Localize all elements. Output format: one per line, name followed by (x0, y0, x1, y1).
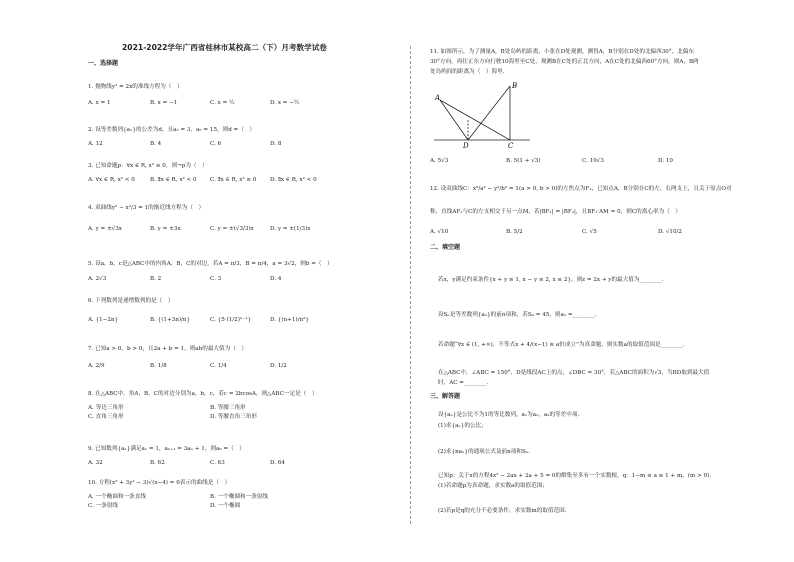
q9-option-a: A. 32 (88, 460, 103, 466)
question-3: 3. 已知命题p：∀x ∈ R, x² ≥ 0，则¬p为（ ） (88, 163, 208, 169)
fill-question-16-line1: 在△ABC中，∠ABC = 150°，D是线段AC上的点，∠DBC = 30°，若△ABC的面积为√3，当BD取到最大值 (438, 370, 710, 376)
fill-question-14: 设Sₙ是等差数列{aₙ}的前n项和，若S₉ = 45，则a₅ =________. (438, 312, 597, 318)
point-b-label: B (512, 82, 518, 90)
q4-option-c: C. y = ±(√3/3)x (210, 226, 254, 232)
q7-option-b: B. 1/8 (150, 363, 167, 369)
q12-option-b: B. 5/2 (506, 229, 523, 235)
page-title: 2021-2022学年广西省桂林市某校高二（下）月考数学试卷 (122, 43, 327, 52)
q11-option-a: A. 5√3 (430, 158, 449, 164)
question-11-line1: 11. 如图所示，为了测量A，B处岛屿的距离，小张在D处观测，测得A，B分别在D处的北偏西30°、北偏东 (430, 49, 695, 55)
section-choice-heading: 一、选择题 (88, 60, 119, 67)
fill-question-13: 若x，y满足约束条件{x + y ≥ 1, x − y ≤ 2, x ≤ 2}，则z = 2x + y的最大值为________. (438, 277, 664, 283)
q1-option-b: B. x = −1 (150, 100, 178, 106)
question-12-line1: 12. 设双曲线C：x²/a² − y²/b² = 1(a > 0, b > 0)的左焦点为F₁，已知点A，B分别在C的左、右两支上，且关于原点O对 (430, 186, 732, 192)
q1-option-a: A. x = 1 (88, 100, 111, 106)
q6-option-a: A. {1−2n} (88, 317, 119, 323)
q2-option-d: D. 8 (270, 141, 282, 147)
point-d-label: D (463, 142, 469, 150)
q5-option-a: A. 2√3 (88, 276, 107, 282)
q5-option-b: B. 2 (150, 276, 162, 282)
q2-option-a: A. 12 (88, 141, 103, 147)
q11-option-c: C. 10√3 (582, 158, 604, 164)
q11-option-d: D. 10 (658, 158, 673, 164)
q8-option-d: D. 等腰直角三角形 (210, 414, 257, 420)
q8-option-c: C. 直角三角形 (88, 414, 124, 420)
q2-option-b: B. 4 (150, 141, 162, 147)
fill-question-16-line2: 时，AC =________. (438, 380, 489, 386)
answer-question-18-part2: (2)若p是q的充分不必要条件，求实数m的取值范围. (438, 508, 567, 514)
question-8: 8. 在△ABC中，角A，B，C的对边分别为a，b，c，若c = 2bcosA，则△ABC一定是（ ） (88, 391, 318, 397)
q5-option-c: C. 3 (210, 276, 222, 282)
q1-option-c: C. x = ½ (210, 100, 235, 106)
answer-question-18-part1: (1)若命题p为真命题，求实数a的取值范围； (438, 483, 548, 489)
q10-option-d: D. 一个椭圆 (210, 503, 241, 509)
q3-option-c: C. ∃x ∈ R, x² ≥ 0 (210, 177, 257, 183)
q3-option-b: B. ∃x ∈ R, x² < 0 (150, 177, 197, 183)
answer-question-17-part1: (1)求{aₙ}的公比； (438, 423, 487, 429)
q9-option-c: C. 63 (210, 460, 225, 466)
q9-option-b: B. 62 (150, 460, 165, 466)
survey-figure (432, 80, 532, 150)
q5-option-d: D. 4 (270, 276, 282, 282)
question-12-line2: 称，直线AF₁与C的左支相交于另一点M，若|BF₁| = |BF₂|，且BF₁·AM = 0，则C的离心率为（ ） (430, 209, 681, 215)
q7-option-d: D. 1/2 (270, 363, 287, 369)
question-6: 6. 下列数列是递增数列的是（ ） (88, 298, 174, 304)
question-5: 5. 设a，b，c是△ABC中的内角A，B，C的对边，若A = π/3，B = π/4，a = 3√2，则b =（ ） (88, 261, 333, 267)
question-10: 10. 方程(x² + 3y² − 3)√(x−4) = 0表示的曲线是（ ） (88, 480, 231, 486)
q10-option-a: A. 一个椭圆和一条直线 (88, 494, 146, 500)
question-1: 1. 抛物线y² = 2x的准线方程为（ ） (88, 84, 183, 90)
q2-option-c: C. 6 (210, 141, 222, 147)
q1-option-d: D. x = −½ (270, 100, 300, 106)
column-divider (410, 46, 411, 524)
q6-option-c: C. {5·(1/2)ⁿ⁻¹} (210, 317, 252, 323)
q6-option-b: B. {(1+3n)/n} (150, 317, 191, 323)
question-4: 4. 双曲线y² − x²/3 = 1的渐近线方程为（ ） (88, 205, 205, 211)
question-11-line3: 处岛屿间的距离为（ ）海里. (430, 69, 505, 75)
question-9: 9. 已知数列{aₙ}满足a₁ = 1，aₙ₊₁ = 3aₙ + 1，则a₆ =（ ） (88, 446, 245, 452)
q4-option-a: A. y = ±√3x (88, 226, 122, 232)
q7-option-a: A. 2/9 (88, 363, 105, 369)
answer-question-17: 设{aₙ}是公比不为1的等比数列，a₁为a₂，a₃的等差中项. (438, 412, 580, 418)
answer-question-17-part2: (2)求{naₙ}的通项公式及前n项和Sₙ. (438, 449, 530, 455)
q6-option-d: D. {(n+1)/n²} (270, 317, 309, 323)
fill-question-15: 若命题“∀x ∈ (1, +∞)，不等式x + 4/(x−1) ≥ a恒成立”为真命题，则实数a的取值范围是________. (438, 342, 685, 348)
q8-option-a: A. 等边三角形 (88, 405, 124, 411)
q7-option-c: C. 1/4 (210, 363, 227, 369)
q10-option-c: C. 一条射线 (88, 503, 119, 509)
point-c-label: C (508, 142, 514, 150)
section-fill-heading: 二、填空题 (430, 244, 461, 251)
q8-option-b: B. 等腰三角形 (210, 405, 246, 411)
q12-option-d: D. √10/2 (658, 229, 682, 235)
q3-option-d: D. ∃x ∈ R, x² < 0 (270, 177, 317, 183)
q4-option-d: D. y = ±(1/3)x (270, 226, 311, 232)
question-7: 7. 已知a > 0，b > 0，且2a + b = 1，则ab的最大值为（ ） (88, 346, 247, 352)
q12-option-a: A. √10 (430, 229, 449, 235)
point-a-label: A (435, 94, 441, 102)
q12-option-c: C. √5 (582, 229, 597, 235)
q4-option-b: B. y = ±3x (150, 226, 181, 232)
section-answer-heading: 三、解答题 (430, 393, 461, 400)
q9-option-d: D. 64 (270, 460, 285, 466)
answer-question-18: 已知p：关于x的方程4x² − 2ax + 2a + 5 = 0的解集至多有一个实数根，q：1−m ≤ a ≤ 1 + m，(m > 0). (438, 473, 712, 479)
question-11-line2: 30°方向，再往正东方向行驶10海里至C处，观测B在C处的正北方向，A在C处的北偏西60°方向，则A，B两 (430, 59, 699, 65)
question-2: 2. 设等差数列{aₙ}的公差为d，且a₂ = 3，a₅ = 15，则d =（ ） (88, 127, 256, 133)
q10-option-b: B. 一个椭圆和一条射线 (210, 494, 269, 500)
q3-option-a: A. ∀x ∈ R, x² < 0 (88, 177, 135, 183)
q11-option-b: B. 5(1 + √3) (506, 158, 541, 164)
